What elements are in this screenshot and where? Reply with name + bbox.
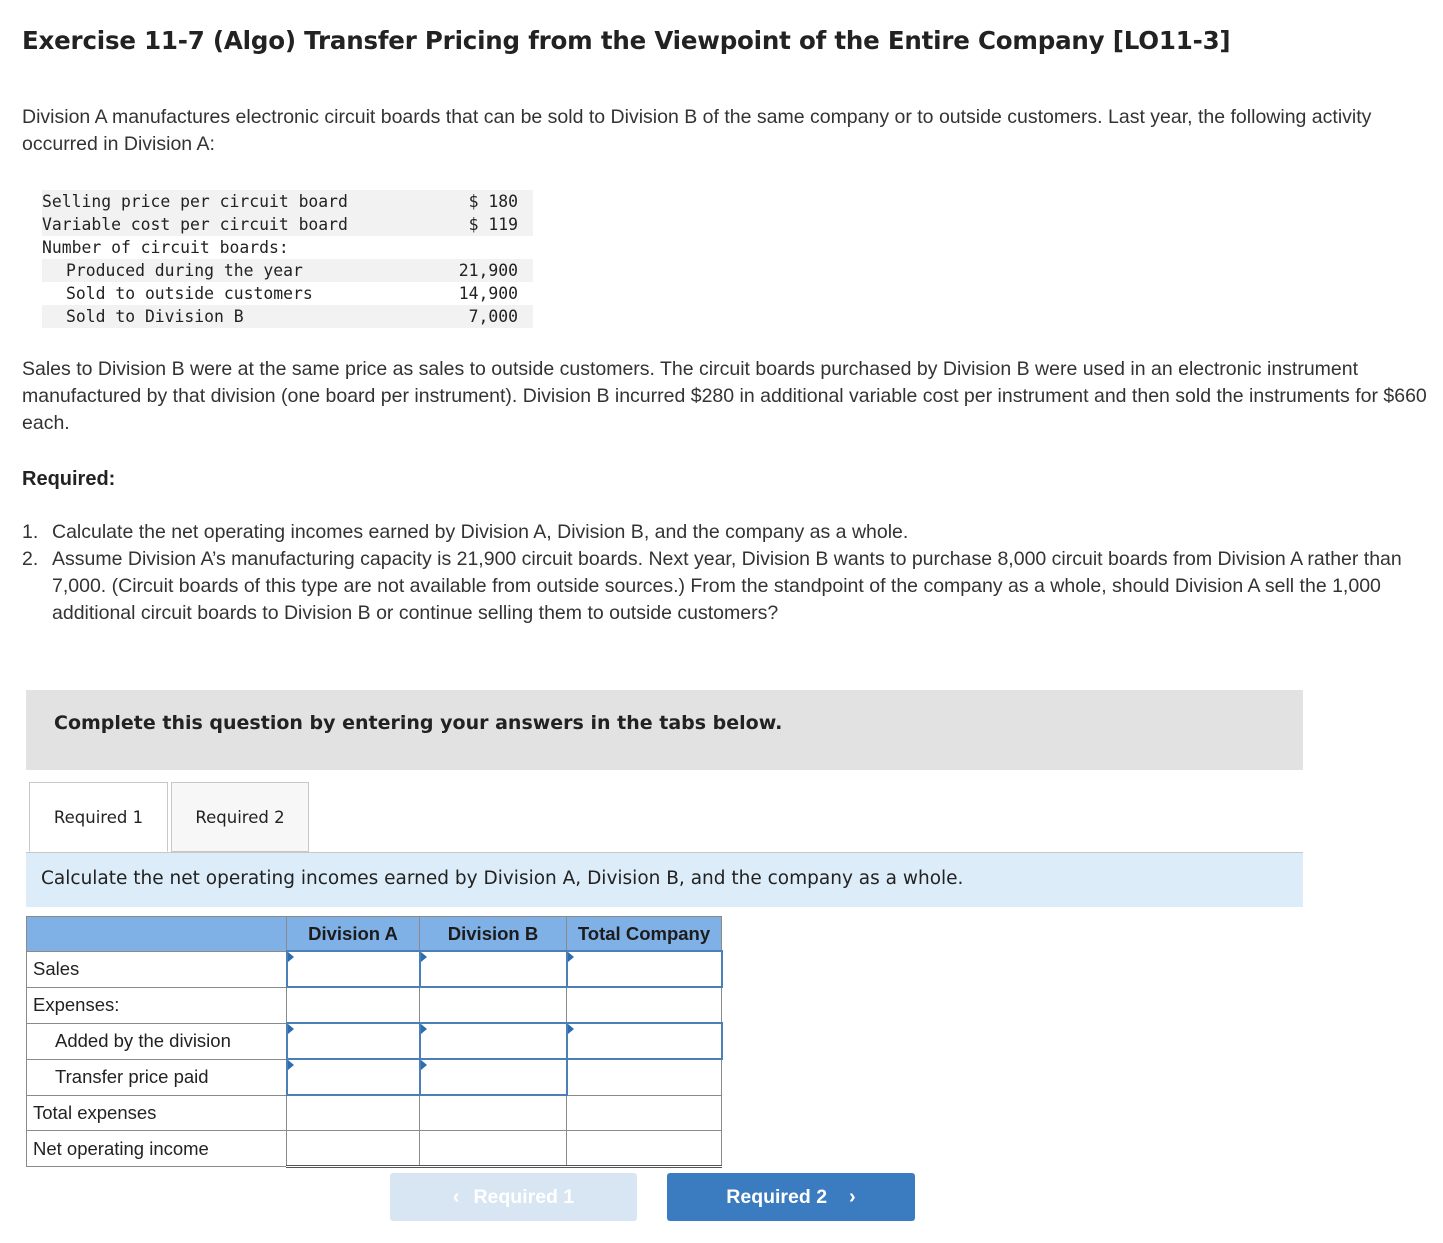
table-row bbox=[27, 1059, 722, 1095]
row-value: 21,900 bbox=[437, 259, 533, 282]
table-row bbox=[42, 236, 533, 259]
row-label-sales: Sales bbox=[27, 951, 287, 987]
row-value: $ 119 bbox=[437, 213, 533, 236]
row-label: Selling price per circuit board bbox=[42, 190, 437, 213]
row-label: Variable cost per circuit board bbox=[42, 213, 437, 236]
next-required-button[interactable] bbox=[667, 1173, 915, 1221]
added-total-company-input[interactable] bbox=[567, 1023, 722, 1059]
item-text: Calculate the net operating incomes earned by Division A, Division B, and the company as a whole. bbox=[52, 521, 909, 543]
row-label: Sold to Division B bbox=[42, 305, 437, 328]
added-division-b-input[interactable] bbox=[420, 1023, 567, 1059]
row-label-transfer-price-paid: Transfer price paid bbox=[27, 1059, 287, 1095]
empty-cell bbox=[420, 987, 567, 1023]
row-value: 7,000 bbox=[437, 305, 533, 328]
row-value: 14,900 bbox=[458, 284, 518, 303]
intro-paragraph: Division A manufactures electronic circuit boards that can be sold to Division B of the same company or to outside customers. Last year, the following activity occurred in Division A: bbox=[22, 106, 1372, 155]
header-cell bbox=[27, 917, 287, 952]
table-row bbox=[42, 282, 533, 305]
table-row bbox=[27, 1023, 722, 1059]
noi-division-a-cell bbox=[287, 1131, 420, 1167]
empty-cell bbox=[567, 1059, 722, 1095]
list-item bbox=[22, 546, 1427, 627]
instruction-text: Calculate the net operating incomes earned by Division A, Division B, and the company as a whole. bbox=[41, 868, 964, 889]
table-row bbox=[27, 951, 722, 987]
chevron-right-icon: › bbox=[849, 1185, 856, 1208]
previous-button-label: Required 1 bbox=[473, 1185, 575, 1208]
answer-table bbox=[26, 916, 723, 1168]
item-text: Assume Division A’s manufacturing capacity is 21,900 circuit boards. Next year, Division B wants to purchase 8,000 circuit boards from Division A rather than 7,000. (Circuit boards of this type are not available from outside sources.) From the standpoint of the company as a whole, should Division A sell the 1,000 additional circuit boards to Division B or continue selling them to outside customers? bbox=[52, 548, 1402, 624]
table-header-row bbox=[27, 917, 722, 952]
next-button-label: Required 2 bbox=[726, 1185, 828, 1208]
empty-cell bbox=[567, 987, 722, 1023]
header-division-a: Division A bbox=[287, 917, 420, 952]
added-division-a-input[interactable] bbox=[287, 1023, 420, 1059]
transfer-division-b-input[interactable] bbox=[420, 1059, 567, 1095]
requirements-list bbox=[22, 519, 1427, 627]
row-label: Produced during the year bbox=[42, 259, 437, 282]
sales-total-company-input[interactable] bbox=[567, 951, 722, 987]
required-heading: Required: bbox=[22, 468, 116, 490]
header-total-company: Total Company bbox=[567, 917, 722, 952]
table-row bbox=[42, 259, 533, 282]
total-expenses-total-company-cell bbox=[567, 1095, 722, 1131]
total-expenses-division-b-cell bbox=[420, 1095, 567, 1131]
transfer-division-a-input[interactable] bbox=[287, 1059, 420, 1095]
item-number: 2. bbox=[22, 548, 39, 570]
row-label: Sold to outside customers bbox=[66, 284, 313, 303]
tab-required-1[interactable] bbox=[29, 782, 168, 852]
table-row bbox=[42, 190, 533, 213]
table-row bbox=[42, 213, 533, 236]
noi-division-b-cell bbox=[420, 1131, 567, 1167]
banner-text: Complete this question by entering your answers in the tabs below. bbox=[54, 712, 783, 734]
item-number: 1. bbox=[22, 521, 39, 543]
total-expenses-division-a-cell bbox=[287, 1095, 420, 1131]
row-label: Number of circuit boards: bbox=[42, 238, 289, 257]
noi-total-company-cell bbox=[567, 1131, 722, 1167]
tab-instruction-bar bbox=[26, 853, 1303, 907]
row-value: $ 180 bbox=[437, 190, 533, 213]
chevron-left-icon: ‹ bbox=[452, 1185, 460, 1208]
header-division-b: Division B bbox=[420, 917, 567, 952]
empty-cell bbox=[287, 987, 420, 1023]
body-paragraph: Sales to Division B were at the same price as sales to outside customers. The circuit boards purchased by Division B were used in an electronic instrument manufactured by that division (one board per instrument). Division B incurred $280 in additional variable cost per instrument and then sold the instruments for $660 each. bbox=[22, 358, 1427, 434]
sales-division-a-input[interactable] bbox=[287, 951, 420, 987]
page-title: Exercise 11-7 (Algo) Transfer Pricing from the Viewpoint of the Entire Company [LO11-3] bbox=[22, 26, 1231, 55]
row-label-added-by-division: Added by the division bbox=[27, 1023, 287, 1059]
row-value bbox=[437, 236, 533, 259]
tab-required-2[interactable] bbox=[171, 782, 309, 852]
activity-data-table bbox=[42, 190, 533, 328]
list-item bbox=[22, 519, 1427, 546]
tab-label: Required 2 bbox=[195, 807, 285, 827]
tab-label: Required 1 bbox=[53, 807, 144, 827]
table-row bbox=[27, 987, 722, 1023]
sales-division-b-input[interactable] bbox=[420, 951, 567, 987]
table-row bbox=[27, 1131, 722, 1167]
table-row bbox=[42, 305, 533, 328]
instructions-banner bbox=[26, 690, 1303, 770]
row-label-expenses: Expenses: bbox=[27, 987, 287, 1023]
row-label-net-operating-income: Net operating income bbox=[27, 1131, 287, 1167]
table-row bbox=[27, 1095, 722, 1131]
row-label-total-expenses: Total expenses bbox=[27, 1095, 287, 1131]
previous-required-button[interactable] bbox=[390, 1173, 637, 1221]
